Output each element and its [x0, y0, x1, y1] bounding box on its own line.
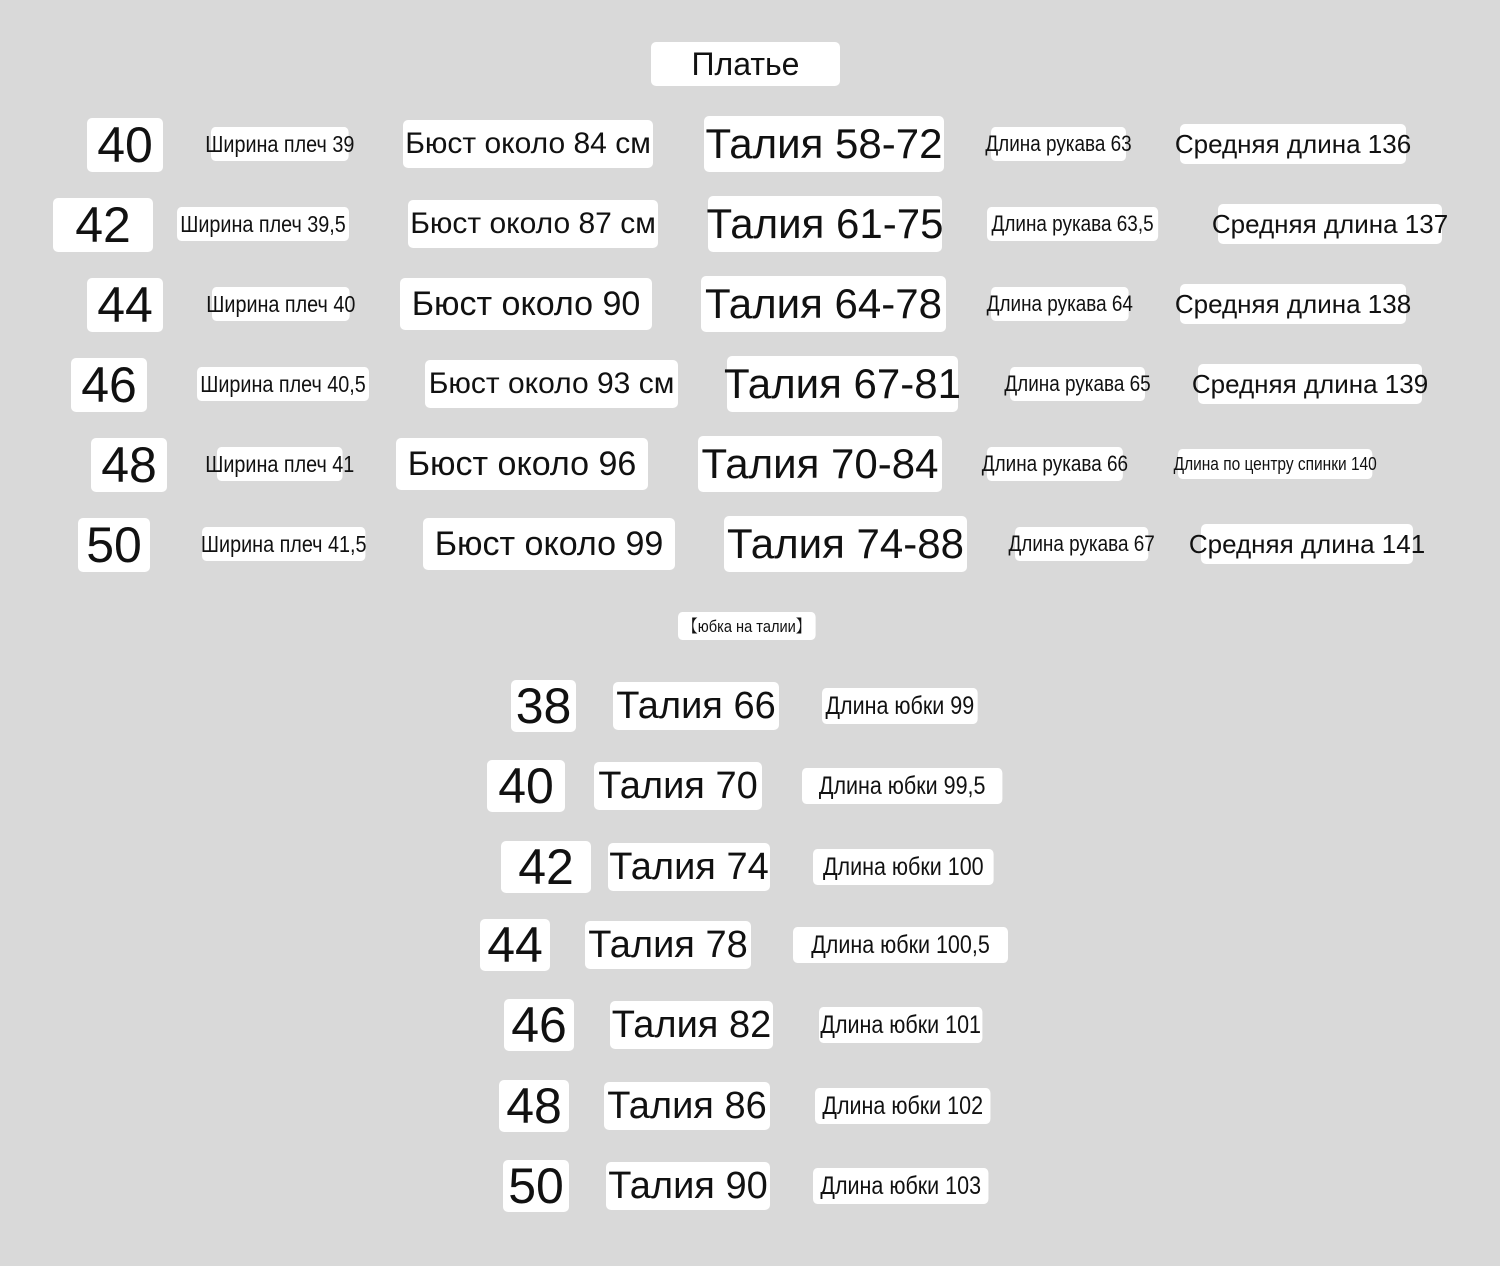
- dress-shoulder-width: Ширина плеч 40: [212, 287, 350, 321]
- skirt-size-label: 48: [499, 1080, 569, 1132]
- skirt-length: Длина юбки 99,5: [802, 768, 1002, 804]
- skirt-size-label: 46: [504, 999, 574, 1051]
- skirt-length: Длина юбки 100,5: [793, 927, 1008, 963]
- skirt-size-label: 50: [503, 1160, 569, 1212]
- skirt-title: 【юбка на талии】: [678, 612, 816, 640]
- dress-bust: Бюст около 93 см: [425, 360, 678, 408]
- dress-shoulder-width: Ширина плеч 40,5: [197, 367, 369, 401]
- dress-bust: Бюст около 87 см: [408, 200, 658, 248]
- dress-sleeve-length: Длина рукава 63: [991, 127, 1126, 161]
- dress-size-label: 48: [91, 438, 167, 492]
- dress-length: Средняя длина 138: [1180, 284, 1406, 324]
- dress-sleeve-length: Длина рукава 67: [1015, 527, 1148, 561]
- skirt-length: Длина юбки 102: [815, 1088, 990, 1124]
- dress-size-label: 46: [71, 358, 147, 412]
- skirt-length: Длина юбки 99: [822, 688, 978, 724]
- dress-shoulder-width: Ширина плеч 39,5: [177, 207, 349, 241]
- dress-waist: Талия 61-75: [708, 196, 942, 252]
- skirt-length: Длина юбки 100: [813, 849, 994, 885]
- dress-length: Средняя длина 141: [1201, 524, 1413, 564]
- skirt-size-label: 40: [487, 760, 565, 812]
- dress-sleeve-length: Длина рукава 65: [1010, 367, 1145, 401]
- dress-waist: Талия 67-81: [727, 356, 958, 412]
- dress-length: Средняя длина 137: [1218, 204, 1442, 244]
- dress-shoulder-width: Ширина плеч 41: [217, 447, 343, 481]
- dress-waist: Талия 70-84: [698, 436, 942, 492]
- skirt-waist: Талия 70: [594, 762, 762, 810]
- dress-size-label: 44: [87, 278, 163, 332]
- dress-sleeve-length: Длина рукава 63,5: [987, 207, 1158, 241]
- skirt-waist: Талия 86: [604, 1082, 770, 1130]
- skirt-waist: Талия 90: [606, 1162, 770, 1210]
- dress-bust: Бюст около 96: [396, 438, 648, 490]
- skirt-waist: Талия 74: [608, 843, 770, 891]
- skirt-waist: Талия 82: [610, 1001, 773, 1049]
- dress-size-label: 42: [53, 198, 153, 252]
- dress-length: Средняя длина 139: [1198, 364, 1422, 404]
- skirt-size-label: 42: [501, 841, 591, 893]
- dress-waist: Талия 58-72: [704, 116, 944, 172]
- skirt-waist: Талия 66: [613, 682, 779, 730]
- skirt-size-label: 44: [480, 919, 550, 971]
- dress-shoulder-width: Ширина плеч 39: [211, 127, 349, 161]
- dress-waist: Талия 64-78: [701, 276, 946, 332]
- skirt-waist: Талия 78: [585, 921, 751, 969]
- dress-length: Средняя длина 136: [1180, 124, 1406, 164]
- dress-size-label: 40: [87, 118, 163, 172]
- dress-sleeve-length: Длина рукава 64: [991, 287, 1129, 321]
- skirt-length: Длина юбки 101: [819, 1007, 982, 1043]
- dress-bust: Бюст около 90: [400, 278, 652, 330]
- dress-title: Платье: [651, 42, 840, 86]
- dress-sleeve-length: Длина рукава 66: [987, 447, 1123, 481]
- dress-shoulder-width: Ширина плеч 41,5: [202, 527, 365, 561]
- dress-waist: Талия 74-88: [724, 516, 967, 572]
- skirt-length: Длина юбки 103: [813, 1168, 988, 1204]
- dress-back-length: Длина по центру спинки 140: [1178, 449, 1372, 479]
- skirt-size-label: 38: [511, 680, 576, 732]
- dress-bust: Бюст около 99: [423, 518, 675, 570]
- dress-bust: Бюст около 84 см: [403, 120, 653, 168]
- dress-size-label: 50: [78, 518, 150, 572]
